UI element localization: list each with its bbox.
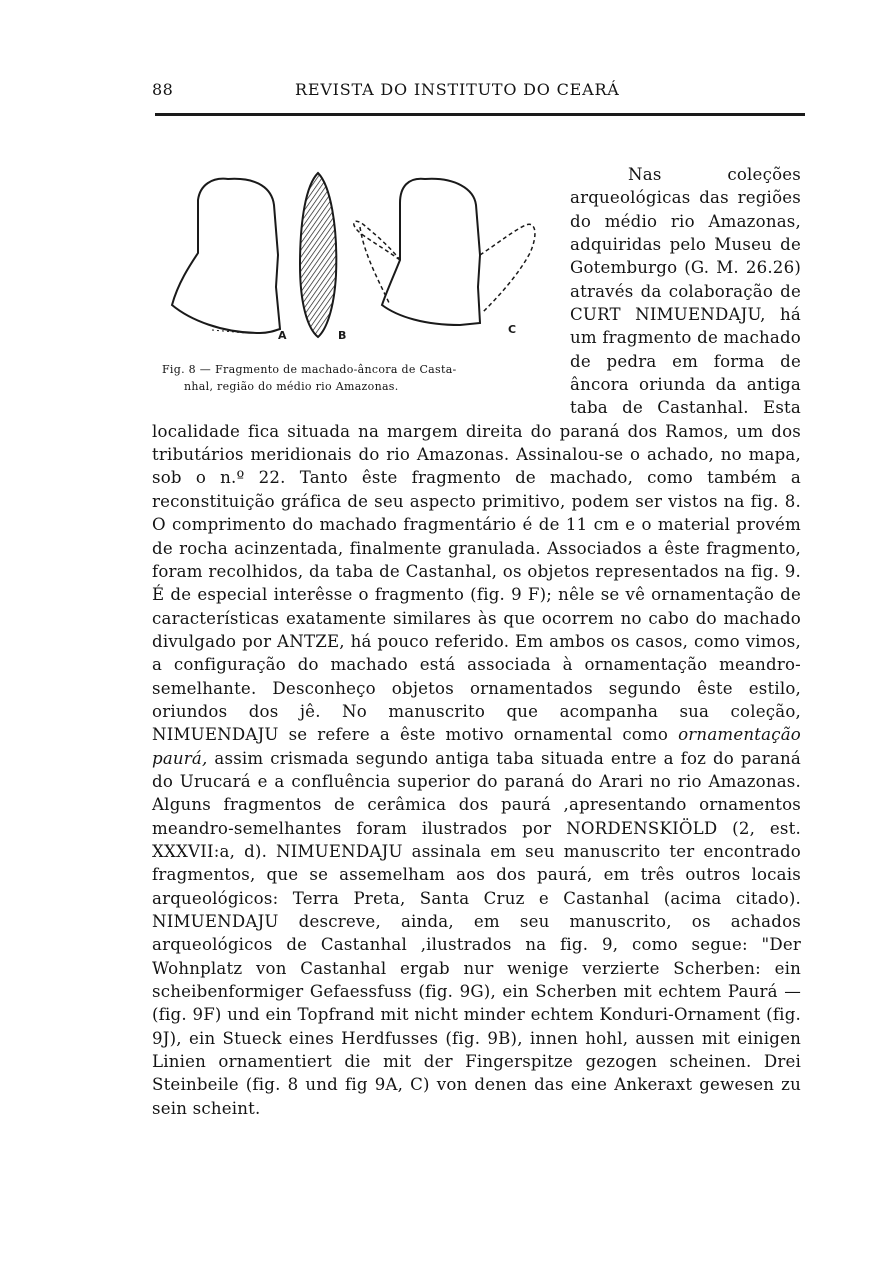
figure-8 bbox=[150, 165, 545, 395]
italic-term: ornamentação paurá, bbox=[152, 725, 801, 768]
caption-line-1: Fragmento de machado-âncora de Casta- bbox=[215, 363, 457, 376]
header-rule bbox=[155, 113, 805, 116]
page-number: 88 bbox=[152, 80, 174, 99]
label-c: C bbox=[508, 323, 517, 336]
figure-caption bbox=[162, 361, 547, 395]
label-b: B bbox=[338, 329, 347, 342]
caption-label: Fig. 8 — bbox=[162, 363, 212, 376]
paragraph-segment-1: Nas coleções arqueológicas das regiões do médio rio Amazonas, adquiridas pelo Museu de Gotemburgo (G. M. 26.26) através da colaboração de CURT NIMUENDAJU, há um fragmento de machado de pedra em forma de âncora oriunda da antiga taba de Castanhal. Esta localidade fica situada na margem direita do paraná dos Ramos, um dos tributários meridionais do rio Amazonas. Assinalou-se o achado, no mapa, sob o n.º 22. Tanto êste fragmento de machado, como também a reconstituição gráfica de seu aspecto primitivo, podem ser vistos na fig. 8. O comprimento do machado fragmentário é de 11 cm e o material provém de rocha acinzentada, finalmente granulada. Associados a êste fragmento, foram recolhidos, da taba de Castanhal, os objetos representados na fig. 9. É de especial interêsse o fragmento (fig. 9 F); nêle se vê ornamentação de características exatamente similares às que ocorrem no cabo do machado divulgado por ANTZE, há pouco referido. Em ambos os casos, como vimos, a configuração do machado está associada à ornamentação meandro-semelhante. Desconheço objetos ornamentados segundo êste estilo, oriundos dos jê. No manuscrito que acompanha sua coleção, NIMUENDAJU se refere a êste motivo ornamental como bbox=[152, 165, 801, 745]
fragment-c-outline bbox=[382, 179, 480, 325]
caption-line-2: nhal, região do médio rio Amazonas. bbox=[184, 380, 399, 393]
axe-drawing bbox=[150, 165, 545, 355]
running-head: REVISTA DO INSTITUTO DO CEARÁ bbox=[295, 80, 620, 99]
fragment-b-profile bbox=[300, 173, 336, 337]
reconstruction-right-wing bbox=[480, 224, 535, 313]
paragraph-segment-2: assim crismada segundo antiga taba situada entre a foz do paraná do Urucará e a confluência superior do paraná do Arari no rio Amazonas. Alguns fragmentos de cerâmica dos paurá ,apresentando ornamentos meandro-semelhantes foram ilustrados por NORDENSKIÖLD (2, est. XXXVII:a, d). NIMUENDAJU assinala em seu manuscrito ter encontrado fragmentos, que se assemelham aos dos paurá, em três outros locais arqueológicos: Terra Preta, Santa Cruz e Castanhal (acima citado). NIMUENDAJU descreve, ainda, em seu manuscrito, os achados arqueológicos de Castanhal ,ilustrados na fig. 9, como segue: "Der Wohnplatz von Castanhal ergab nur wenige verzierte Scherben: ein scheibenformiger Gefaessfuss (fig. 9G), ein Scherben mit echtem Paurá — (fig. 9F) und ein Topfrand mit nicht minder echtem Konduri-Ornament (fig. 9J), ein Stueck eines Herdfusses (fig. 9B), innen hohl, aussen mit einigen Linien ornamentiert die mit der Fingerspitze gezogen scheinen. Drei Steinbeile (fig. 8 und fig 9A, C) von denen das eine Ankeraxt gewesen zu sein scheint. bbox=[152, 748, 801, 1118]
fragment-a-outline bbox=[172, 179, 280, 333]
label-a: A bbox=[278, 329, 287, 342]
